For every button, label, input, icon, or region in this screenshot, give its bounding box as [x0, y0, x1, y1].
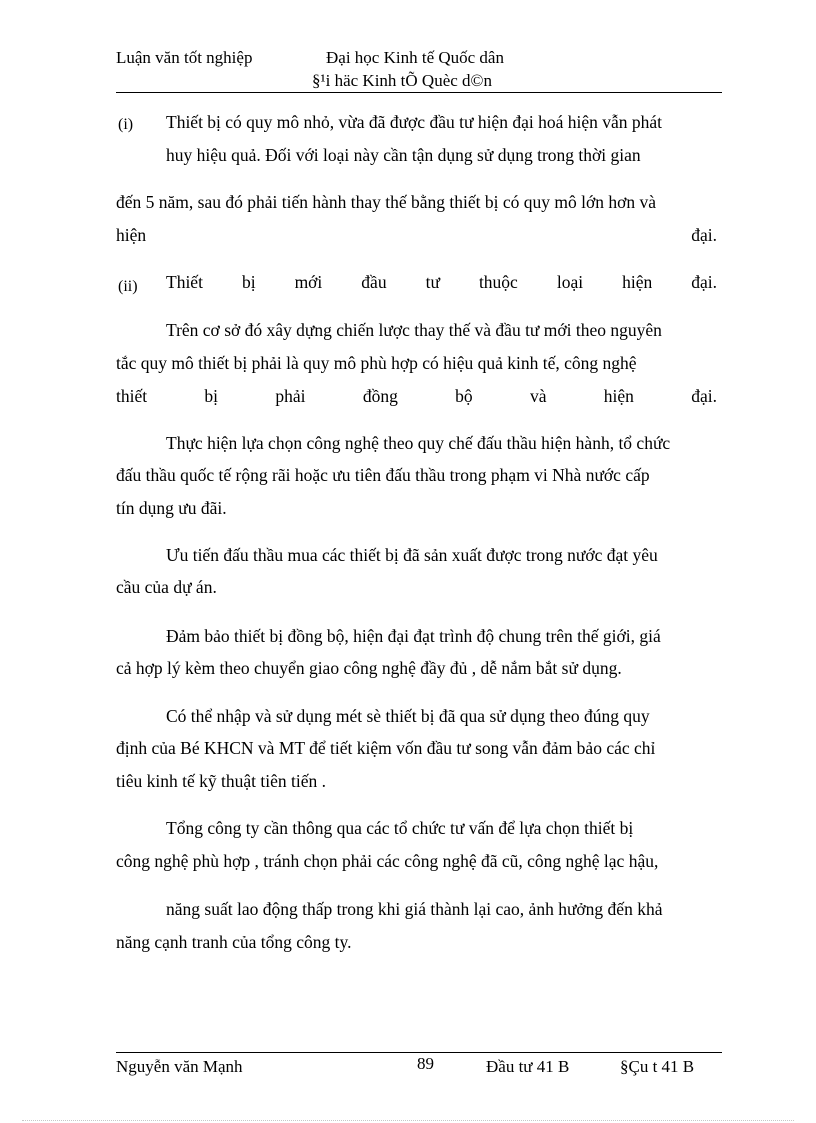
para2-line2: đấu thầu quốc tế rộng rãi hoặc ưu tiên đấu thầu trong phạm vi Nhà nước cấp	[116, 465, 650, 485]
item-i-line3: đến 5 năm, sau đó phải tiến hành thay thế bằng thiết bị có quy mô lớn hơn và	[116, 192, 656, 212]
para5-line2: định của Bé KHCN và MT để tiết kiệm vốn đầu tư song vẫn đảm bảo các chỉ	[116, 738, 656, 758]
para4-line2: cả hợp lý kèm theo chuyển giao công nghệ đầy đủ , dễ nắm bắt sử dụng.	[116, 658, 622, 678]
word: đại.	[691, 386, 717, 406]
para2-line3: tín dụng ưu đãi.	[116, 498, 227, 518]
para4-line1: Đảm bảo thiết bị đồng bộ, hiện đại đạt trình độ chung trên thế giới, giá	[166, 626, 661, 646]
para2-line1: Thực hiện lựa chọn công nghệ theo quy chế đấu thầu hiện hành, tổ chức	[166, 433, 671, 453]
para6-line2: công nghệ phù hợp , tránh chọn phải các công nghệ đã cũ, công nghệ lạc hậu,	[116, 851, 659, 871]
page-header-garbled	[116, 71, 722, 93]
para5-line1: Có thể nhập và sử dụng mét sè thiết bị đã qua sử dụng theo đúng quy	[166, 706, 650, 726]
word: phải	[275, 386, 306, 406]
word: bị	[241, 272, 256, 292]
word: đại.	[691, 225, 717, 245]
word: loại	[556, 272, 584, 292]
page-edge-dotted	[22, 1120, 794, 1121]
word: đầu	[361, 272, 387, 292]
footer-rule	[116, 1052, 722, 1053]
para7-line1: năng suất lao động thấp trong khi giá thành lại cao, ảnh hưởng đến khả	[166, 899, 663, 919]
class-label: Đầu tư 41 B	[486, 1057, 570, 1076]
word: đại.	[691, 272, 717, 292]
word: Thiết	[166, 272, 203, 292]
para3-line1: Ưu tiến đấu thầu mua các thiết bị đã sản xuất được trong nước đạt yêu	[166, 545, 658, 565]
page-number: 89	[417, 1054, 434, 1073]
item-ii-marker: (ii)	[118, 278, 138, 295]
word: bộ	[455, 386, 473, 406]
para3-line2: cầu của dự án.	[116, 577, 217, 597]
university-name-garbled: §¹i häc Kinh tÕ Quèc d©n	[312, 71, 492, 90]
word: tư	[425, 272, 440, 292]
item-i-line4	[116, 225, 717, 246]
thesis-label: Luận văn tốt nghiệp	[116, 48, 253, 67]
word: bị	[204, 386, 219, 406]
word: mới	[294, 272, 323, 292]
word: đồng	[362, 386, 398, 406]
page-header	[116, 48, 722, 70]
class-label-garbled: §Çu t 41 B	[620, 1057, 695, 1076]
word: thuộc	[478, 272, 518, 292]
para5-line3: tiêu kinh tế kỹ thuật tiên tiến .	[116, 771, 326, 791]
item-i-line1: Thiết bị có quy mô nhỏ, vừa đã được đầu tư hiện đại hoá hiện vẫn phát	[166, 112, 662, 132]
word: hiện	[116, 225, 147, 245]
para1-line2: tắc quy mô thiết bị phải là quy mô phù hợp có hiệu quả kinh tế, công nghệ	[116, 353, 637, 373]
item-i-line2: huy hiệu quả. Đối với loại này cần tận dụng sử dụng trong thời gian	[166, 145, 641, 165]
para1-line1: Trên cơ sở đó xây dựng chiến lược thay thế và đầu tư mới theo nguyên	[166, 320, 662, 340]
item-i-marker: (i)	[118, 116, 134, 133]
word: thiết	[116, 386, 148, 406]
word: hiện	[603, 386, 634, 406]
para7-line2: năng cạnh tranh của tổng công ty.	[116, 932, 352, 952]
para1-line3	[116, 386, 717, 407]
author-name: Nguyễn văn Mạnh	[116, 1057, 243, 1076]
item-ii-line	[166, 272, 717, 293]
header-rule	[116, 92, 722, 93]
university-name: Đại học Kinh tế Quốc dân	[326, 48, 504, 67]
word: và	[529, 386, 547, 406]
para6-line1: Tổng công ty cần thông qua các tổ chức tư vấn để lựa chọn thiết bị	[166, 818, 634, 838]
word: hiện	[622, 272, 653, 292]
